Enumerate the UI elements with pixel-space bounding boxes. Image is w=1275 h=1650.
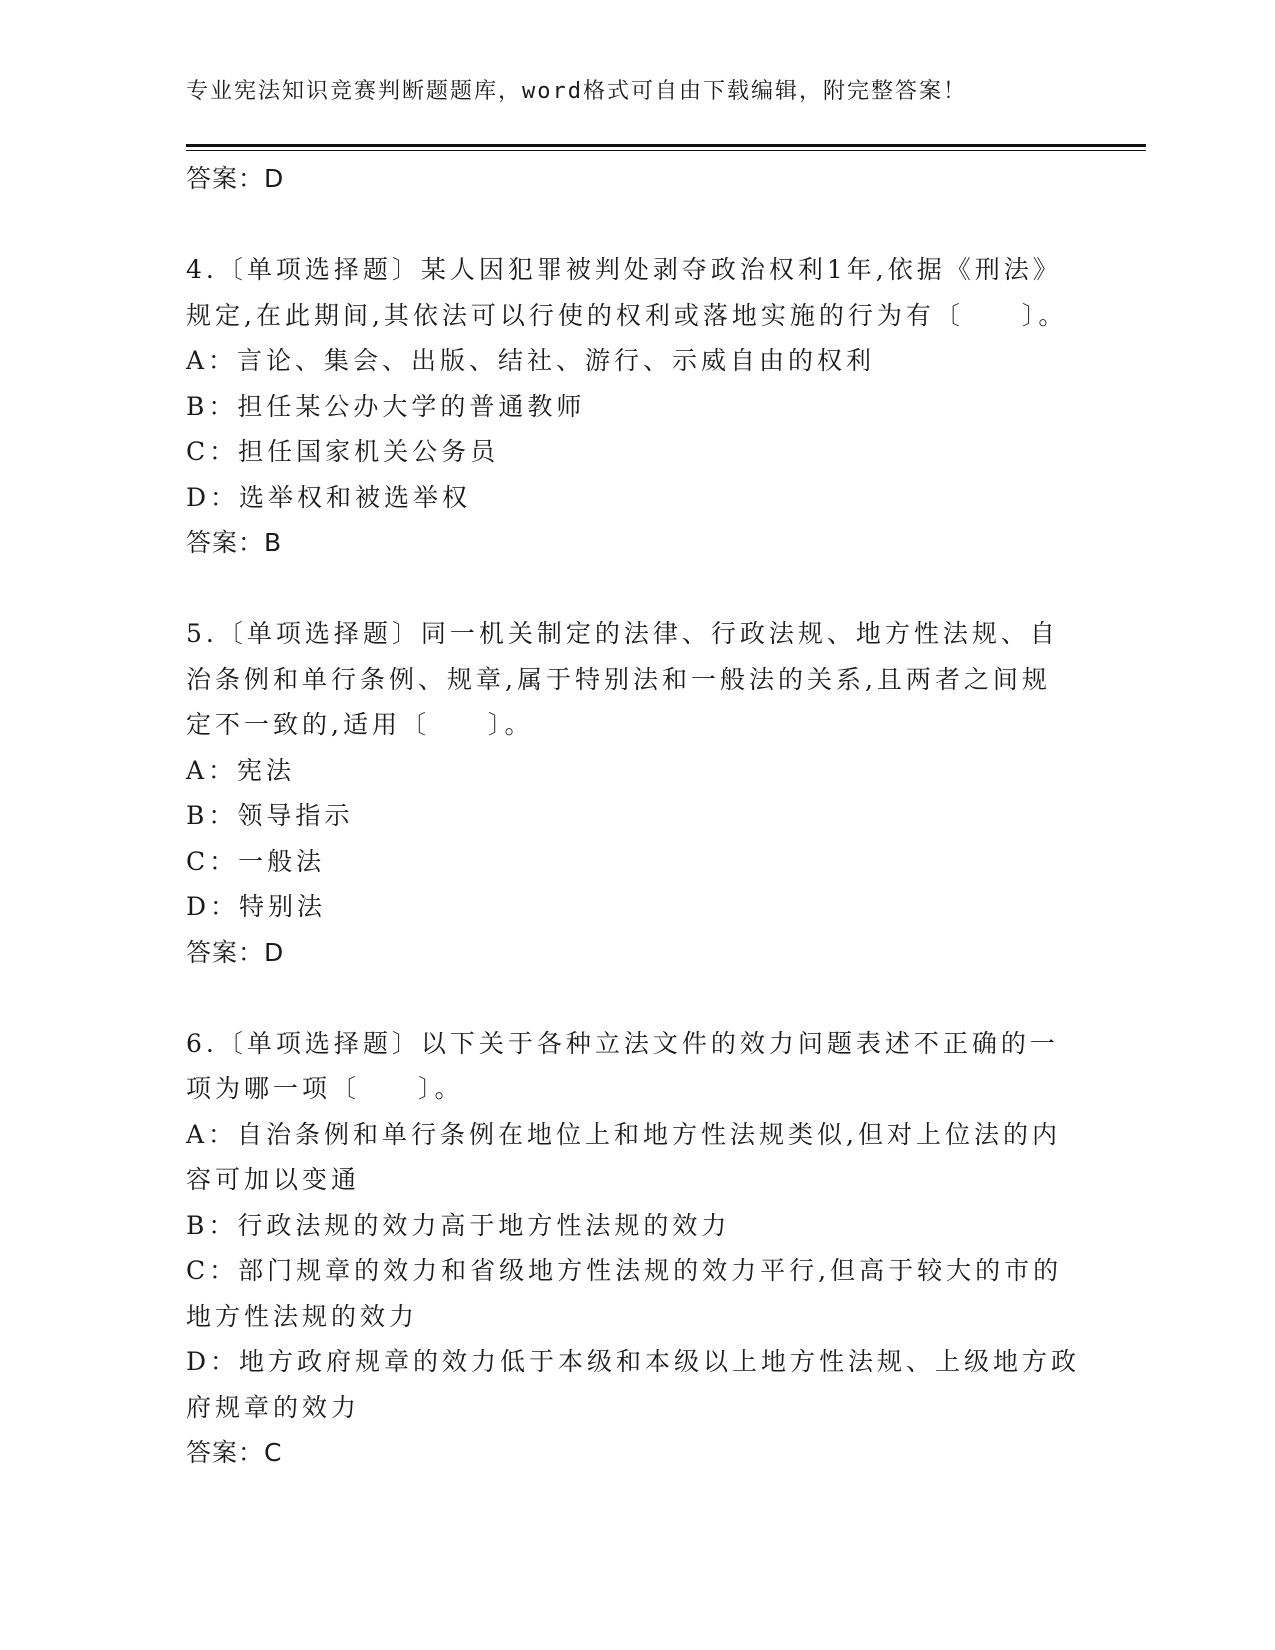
option-a: A：自治条例和单行条例在地位上和地方性法规类似,但对上位法的内 (186, 1119, 1062, 1149)
header-rule-thick (186, 144, 1146, 147)
option-c: C：一般法 (186, 846, 326, 876)
option-c-continued: 地方性法规的效力 (186, 1301, 419, 1331)
option-b: B：行政法规的效力高于地方性法规的效力 (186, 1210, 731, 1240)
option-d: D：选举权和被选举权 (186, 482, 472, 512)
option-d: D：特别法 (186, 892, 327, 921)
question-stem: 定不一致的,适用〔 〕。 (186, 710, 534, 739)
question-6 (186, 1021, 1086, 1476)
question-5 (186, 611, 1086, 975)
previous-answer: 答案：D (186, 164, 285, 193)
question-stem: 6.〔单项选择题〕以下关于各种立法文件的效力问题表述不正确的一 (186, 1028, 1059, 1058)
question-answer: 答案：B (186, 528, 283, 557)
option-a: A：宪法 (186, 755, 296, 785)
header-rule-thin (186, 150, 1146, 151)
option-d-continued: 府规章的效力 (186, 1392, 361, 1422)
option-a-continued: 容可加以变通 (186, 1165, 361, 1194)
question-stem: 5.〔单项选择题〕同一机关制定的法律、行政法规、地方性法规、自 (186, 619, 1059, 648)
option-a: A：言论、集会、出版、结社、游行、示威自由的权利 (186, 346, 876, 375)
question-stem: 规定,在此期间,其依法可以行使的权利或落地实施的行为有〔 〕。 (186, 300, 1068, 330)
page-header: 专业宪法知识竞赛判断题题库，word格式可自由下载编辑，附完整答案！ (186, 79, 967, 104)
question-4 (186, 247, 1086, 566)
option-d: D：地方政府规章的效力低于本级和本级以上地方性法规、上级地方政 (186, 1347, 1081, 1376)
question-stem: 4.〔单项选择题〕某人因犯罪被判处剥夺政治权利1年,依据《刑法》 (186, 255, 1062, 284)
option-c: C：担任国家机关公务员 (186, 437, 500, 466)
question-answer: 答案：C (186, 1438, 283, 1467)
question-stem: 治条例和单行条例、规章,属于特别法和一般法的关系,且两者之间规 (186, 664, 1051, 694)
option-b: B：担任某公办大学的普通教师 (186, 391, 586, 421)
question-answer: 答案：D (186, 937, 285, 967)
option-c: C：部门规章的效力和省级地方性法规的效力平行,但高于较大的市的 (186, 1256, 1063, 1285)
question-stem: 项为哪一项〔 〕。 (186, 1074, 464, 1103)
option-b: B：领导指示 (186, 801, 354, 830)
content (186, 156, 1086, 1476)
